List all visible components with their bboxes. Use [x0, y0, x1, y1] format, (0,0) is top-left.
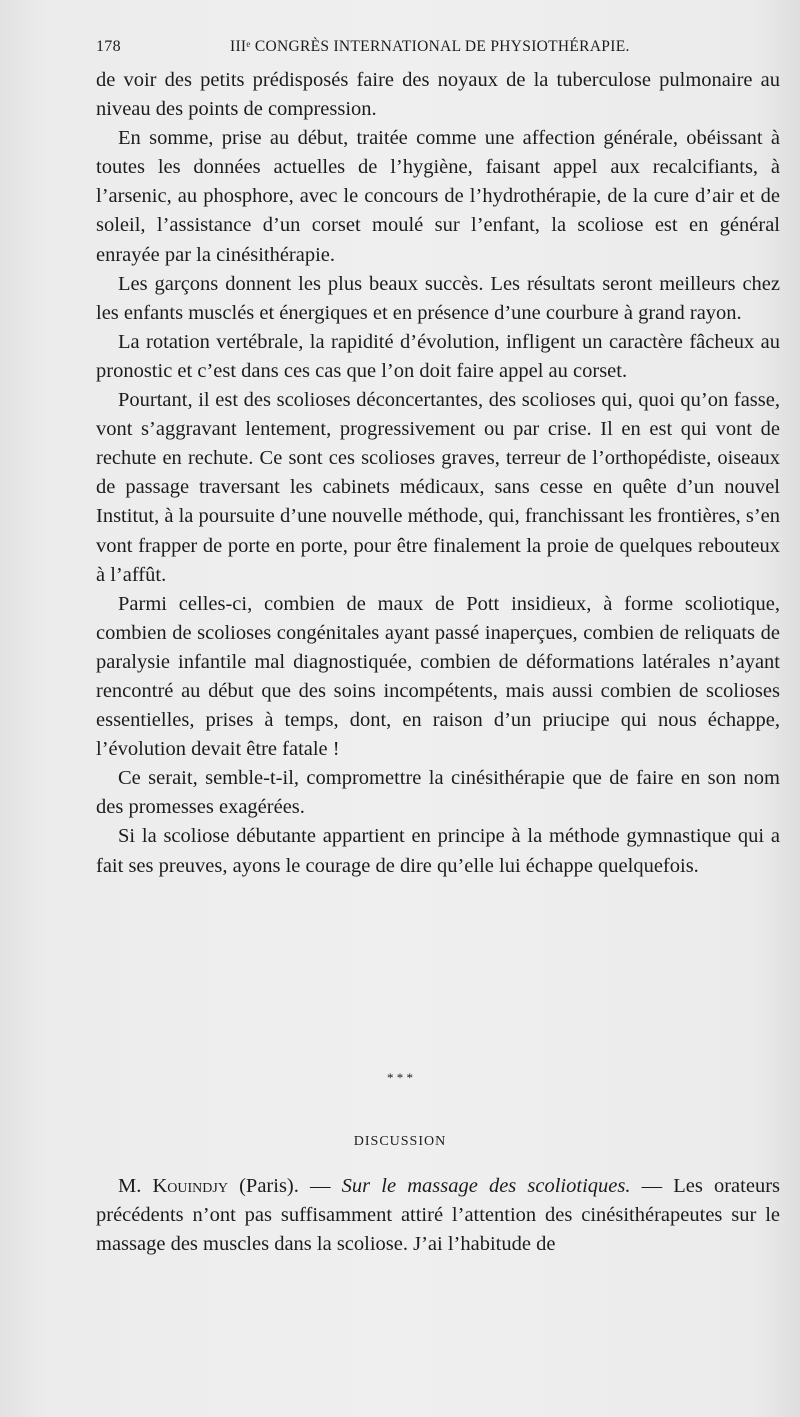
section-title: DISCUSSION — [353, 1134, 447, 1149]
running-title: IIIᵉ CONGRÈS INTERNATIONAL DE PHYSIOTHÉRAPIE. — [230, 38, 630, 55]
discussion-topic: Sur le massage des scoliotiques. — [341, 1175, 631, 1197]
page-number: 178 — [96, 38, 121, 55]
paragraph-1: de voir des petits prédisposés faire des noyaux de la tuberculose pulmonaire au niveau des points de compression. — [96, 69, 780, 121]
discussion-paragraph — [96, 1172, 780, 1259]
discussion-body: — Les orateurs précédents n’ont pas suffisamment attiré l’attention des cinésithérapeutes sur le massage des muscles dans la scoliose. J’ai l’habitude de — [96, 1175, 780, 1256]
paragraph-4: La rotation vertébrale, la rapidité d’évolution, infligent un caractère fâcheux au pronostic et c’est dans ces cas que l’on doit faire appel au corset. — [96, 330, 780, 382]
discussion-text — [96, 1172, 780, 1259]
paragraph-3: Les garçons donnent les plus beaux succès. Les résultats seront meilleurs chez les enfants musclés et énergiques et en présence d’une courbure à grand rayon. — [96, 272, 780, 324]
paragraph-6: Parmi celles-ci, combien de maux de Pott insidieux, à forme scoliotique, combien de scolioses congénitales ayant passé inaperçues, combien de reliquats de paralysie infantile mal diagnostiquée, combien de déformations latérales n’ayant rencontré au début que des soins incompétents, mais aussi combien de scolioses essentielles, prises à temps, dont, en raison d’un priucipe qui nous échappe, l’évolution devait être fatale ! — [96, 592, 780, 761]
main-text — [96, 66, 780, 881]
asterism-separator — [0, 1072, 800, 1083]
page-header — [96, 38, 648, 62]
speaker-location: (Paris). — — [227, 1175, 342, 1197]
paragraph-7: Ce serait, semble-t-il, compromettre la cinésithérapie que de faire en son nom des promesses exagérées. — [96, 767, 780, 819]
paragraph-2: En somme, prise au début, traitée comme une affection générale, obéissant à toutes les données actuelles de l’hygiène, faisant appel aux recalcifiants, à l’arsenic, au phosphore, avec le concours de l’hydrothérapie, de la cure d’air et de soleil, l’assistance d’un corset moulé sur l’enfant, la scoliose est en général enrayée par la cinésithérapie. — [96, 127, 780, 266]
speaker-name: M. Kouindjy — [118, 1175, 228, 1197]
paragraph-8: Si la scoliose débutante appartient en principe à la méthode gymnastique qui a fait ses preuves, ayons le courage de dire qu’elle lui échappe quelquefois. — [96, 825, 780, 877]
asterism: * * * — [387, 1070, 413, 1085]
paragraph-5: Pourtant, il est des scolioses déconcertantes, des scolioses qui, quoi qu’on fasse, vont s’aggravant lentement, progressivement ou par crise. Il en est qui vont de rechute en rechute. Ce sont ces scolioses graves, terreur de l’orthopédiste, oiseaux de passage traversant les cabinets médicaux, sans cesse en quête d’un nouvel Institut, à la poursuite d’une nouvelle méthode, qui, franchissant les frontières, s’en vont frapper de porte en porte, pour être finalement la proie de quelques rebouteux à l’affût. — [96, 389, 780, 586]
